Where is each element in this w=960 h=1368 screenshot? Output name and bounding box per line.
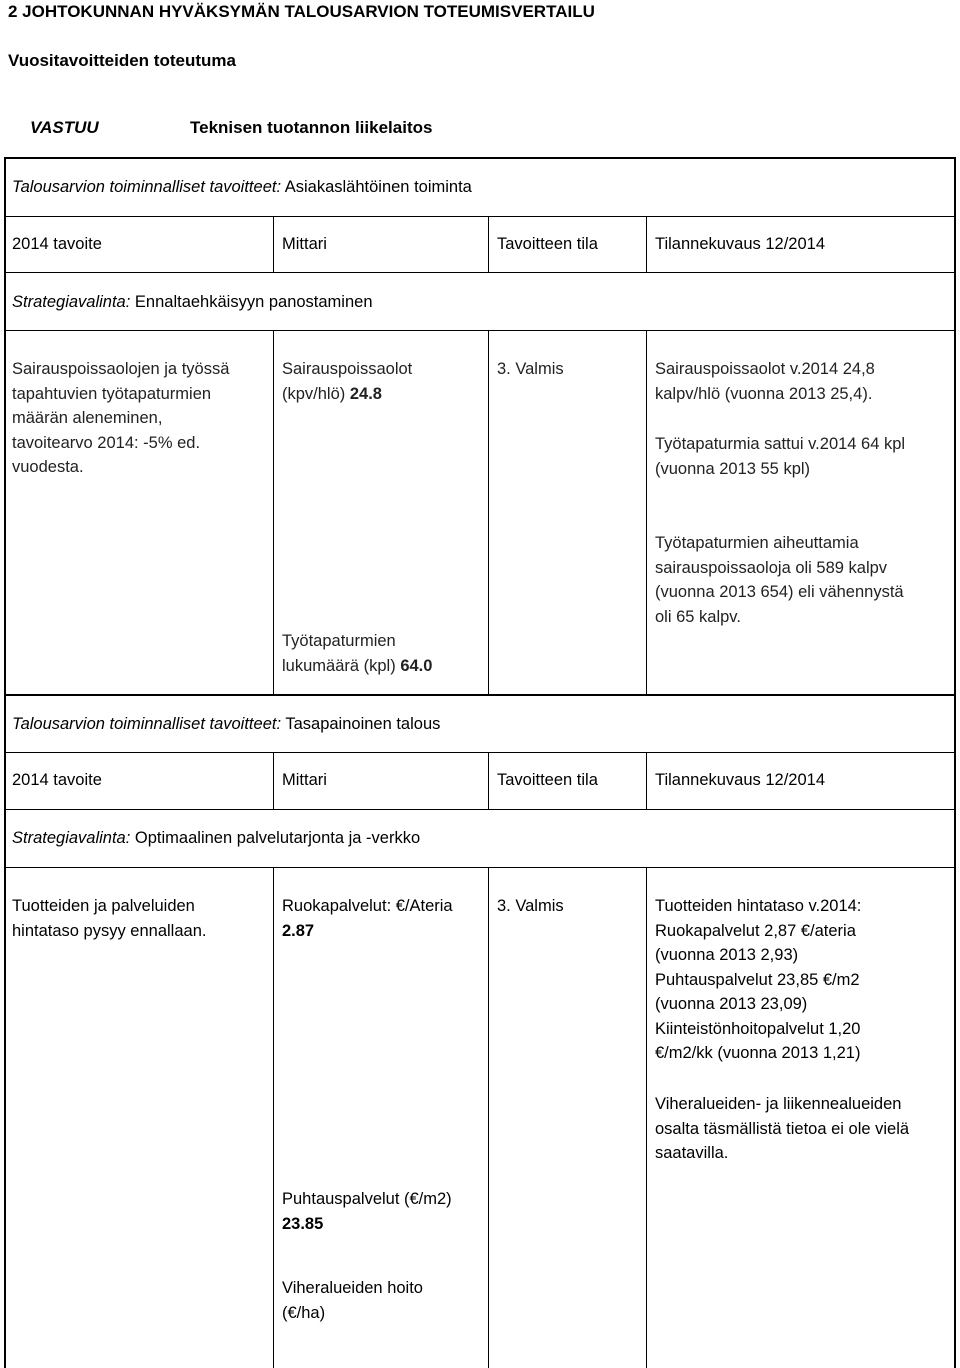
description-block [655, 357, 875, 406]
description-line: Ruokapalvelut 2,87 €/ateria [655, 921, 856, 940]
column-divider [488, 752, 489, 809]
strategy-value: Ennaltaehkäisyyn panostaminen [134, 293, 373, 311]
description-line: €/m2/kk (vuonna 2013 1,21) [655, 1044, 861, 1062]
column-header-metric: Mittari [282, 235, 327, 253]
column-header-status: Tavoitteen tila [497, 771, 598, 789]
description-line: Sairauspoissaolot v.2014 24,8 [655, 360, 875, 378]
goal-text-line: Sairauspoissaolojen ja työssä [12, 360, 230, 378]
description-line: osalta täsmällistä tietoa ei ole vielä [655, 1119, 910, 1138]
description-line: Tuotteiden hintataso v.2014: [655, 897, 862, 915]
responsibility-label: VASTUU [30, 118, 99, 137]
metric-line: Viheralueiden hoito [282, 1279, 423, 1297]
goal-text-line: hintataso pysyy ennallaan. [12, 921, 207, 940]
column-divider [488, 216, 489, 272]
divider [4, 216, 956, 217]
document-title: 2 JOHTOKUNNAN HYVÄKSYMÄN TALOUSARVION TOTEUMISVERTAILU [8, 2, 595, 21]
column-divider [646, 216, 647, 272]
status-text: 3. Valmis [497, 897, 564, 915]
goal-row [12, 175, 472, 200]
goal-row [12, 712, 440, 737]
status-text: 3. Valmis [497, 360, 564, 378]
strategy-row [12, 826, 420, 851]
metric-value: 64.0 [400, 656, 433, 675]
column-divider [488, 330, 489, 694]
description-line: sairauspoissaoloja oli 589 kalpv [655, 558, 888, 577]
column-divider [273, 867, 274, 1368]
divider [4, 752, 956, 753]
description-line: Puhtauspalvelut 23,85 €/m2 [655, 970, 860, 989]
divider [4, 694, 956, 696]
metric-item [282, 1276, 423, 1325]
description-line: Työtapaturmien aiheuttamia [655, 534, 859, 552]
column-header-description: Tilannekuvaus 12/2014 [655, 235, 826, 253]
description-line: oli 65 kalpv. [655, 607, 741, 626]
column-divider [646, 867, 647, 1368]
goal-text-line: määrän aleneminen, [12, 409, 163, 427]
metric-line: (kpv/hlö) [282, 384, 346, 403]
description-line: saatavilla. [655, 1144, 729, 1162]
column-divider [273, 330, 274, 694]
goal-label: Talousarvion toiminnalliset tavoitteet: [12, 178, 282, 196]
metric-item [282, 629, 432, 678]
goal-text-line: vuodesta. [12, 458, 84, 476]
description-block [655, 531, 904, 629]
divider [4, 272, 956, 273]
description-block [655, 894, 861, 1066]
goal-text-line: Tuotteiden ja palveluiden [12, 897, 195, 915]
metric-line: (€/ha) [282, 1303, 326, 1322]
metric-item [282, 1187, 452, 1236]
metric-value: 2.87 [282, 921, 315, 940]
metric-line: Ruokapalvelut: €/Ateria [282, 897, 453, 915]
description-line: Työtapaturmia sattui v.2014 64 kpl [655, 435, 906, 453]
goal-value: Asiakaslähtöinen toiminta [284, 178, 472, 196]
goal-value: Tasapainoinen talous [285, 715, 441, 733]
column-header-metric: Mittari [282, 771, 327, 789]
goal-text [12, 357, 229, 480]
goal-text-line: tavoitearvo 2014: -5% ed. [12, 433, 201, 452]
metric-line: Puhtauspalvelut (€/m2) [282, 1190, 452, 1208]
column-divider [273, 216, 274, 272]
description-line: (vuonna 2013 654) eli vähennystä [655, 583, 904, 601]
description-line: (vuonna 2013 55 kpl) [655, 459, 811, 478]
description-block [655, 1092, 909, 1166]
strategy-value: Optimaalinen palvelutarjonta ja -verkko [134, 829, 421, 847]
metric-line: lukumäärä (kpl) [282, 656, 396, 675]
divider [4, 809, 956, 810]
column-header-status: Tavoitteen tila [497, 235, 598, 253]
description-line: (vuonna 2013 2,93) [655, 946, 799, 964]
goal-text-line: tapahtuvien työtapaturmien [12, 384, 212, 403]
description-line: (vuonna 2013 23,09) [655, 995, 808, 1013]
goal-text [12, 894, 206, 943]
column-divider [646, 330, 647, 694]
metric-line: Työtapaturmien [282, 632, 396, 650]
column-header-target: 2014 tavoite [12, 235, 102, 253]
column-divider [646, 752, 647, 809]
strategy-row [12, 290, 373, 315]
description-line: Viheralueiden- ja liikennealueiden [655, 1095, 902, 1113]
description-line: kalpv/hlö (vuonna 2013 25,4). [655, 384, 873, 403]
goal-label: Talousarvion toiminnalliset tavoitteet: [12, 715, 282, 733]
description-block [655, 432, 905, 481]
metric-item [282, 357, 412, 406]
metric-value: 24.8 [349, 384, 382, 403]
document-subtitle: Vuositavoitteiden toteutuma [8, 51, 236, 70]
metric-line: Sairauspoissaolot [282, 360, 413, 378]
column-header-description: Tilannekuvaus 12/2014 [655, 771, 826, 789]
column-divider [273, 752, 274, 809]
column-header-target: 2014 tavoite [12, 771, 102, 789]
strategy-label: Strategiavalinta: [12, 293, 131, 311]
responsibility-row [30, 118, 99, 138]
column-divider [488, 867, 489, 1368]
strategy-label: Strategiavalinta: [12, 829, 131, 847]
divider [4, 330, 956, 331]
metric-item [282, 894, 453, 943]
metric-value: 23.85 [282, 1214, 324, 1233]
divider [4, 867, 956, 868]
responsibility-value: Teknisen tuotannon liikelaitos [190, 118, 433, 137]
report-table [4, 157, 956, 1368]
description-line: Kiinteistönhoitopalvelut 1,20 [655, 1019, 861, 1038]
